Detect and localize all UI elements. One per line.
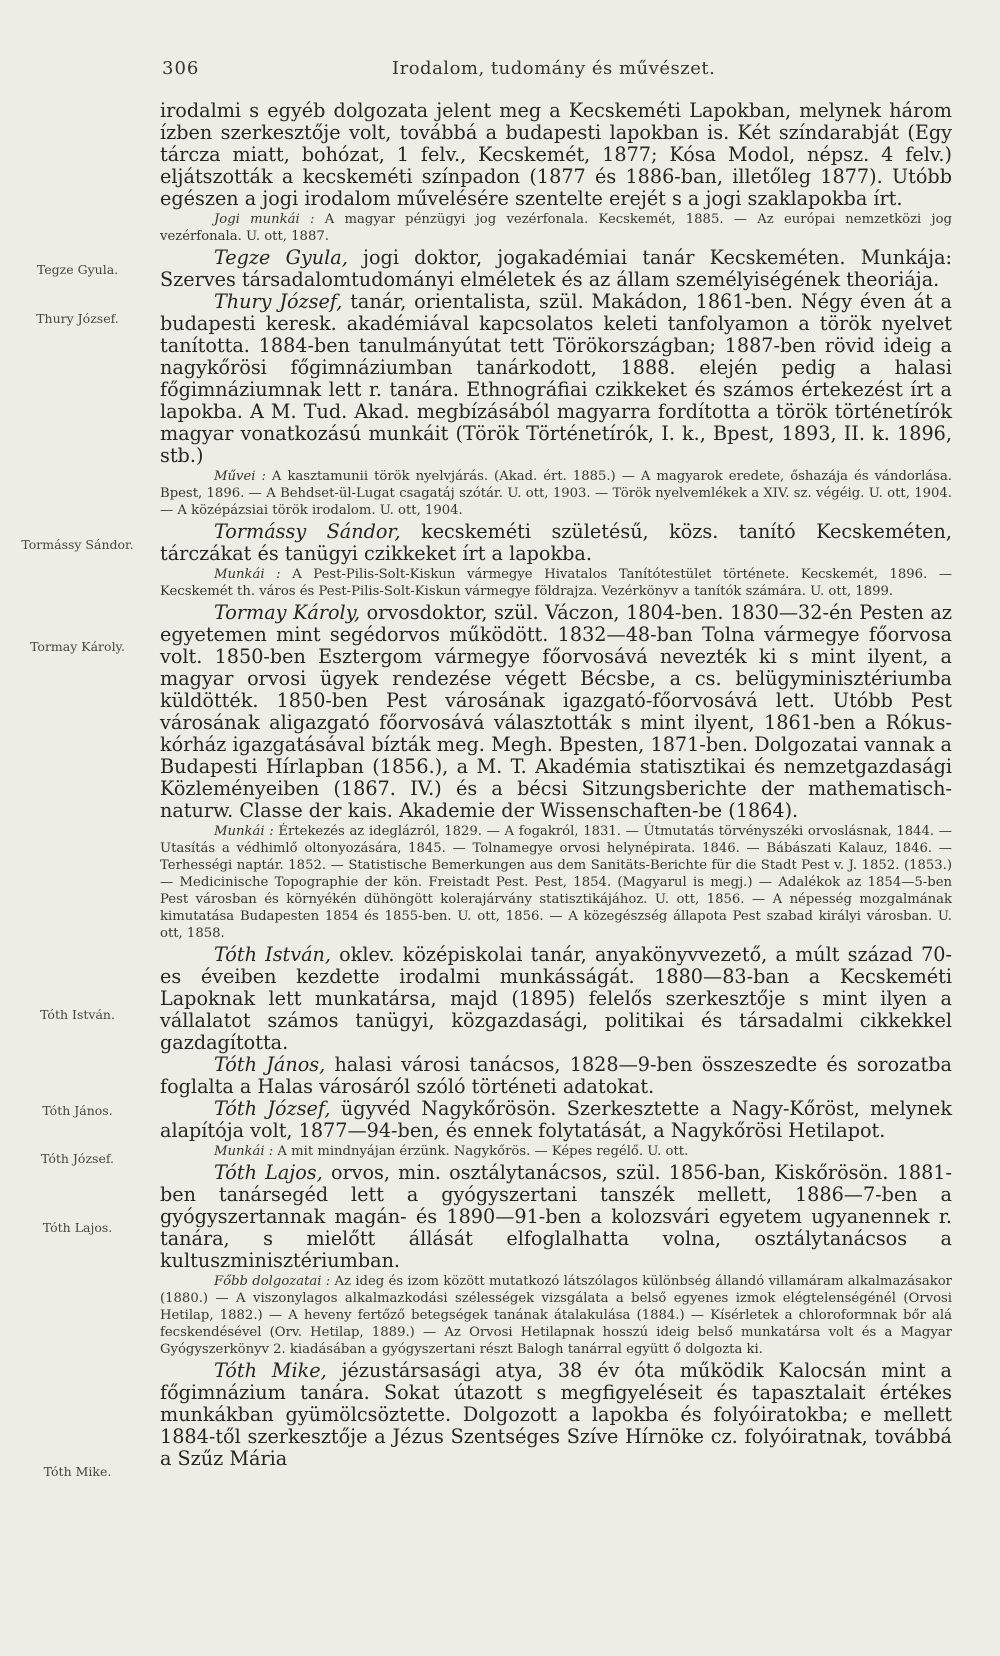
margin-note-toth-janos: Tóth János. xyxy=(42,1103,113,1118)
entry-name: Tóth József, xyxy=(214,1097,331,1120)
entry-toth-istvan: Tóth István, oklev. középiskolai tanár, anyakönyvvezető, a múlt század 70-es éveiben kezdette irodalmi munkásságát. 1880—83-ban a Kecskeméti Lapoknak lett munkatársa, majd (1895) felelős szerkesztője s mint ilyen a vállalatot számos tanügyi, közgazdasági, politikai és társadalmi cikkekkel gazdagította. xyxy=(160,943,952,1054)
entry-name: Tormássy Sándor, xyxy=(214,520,401,543)
margin-note-toth-mike: Tóth Mike. xyxy=(43,1464,112,1479)
intro-note: Jogi munkái : A magyar pénzügyi jog vezérfonala. Kecskemét, 1885. — Az európai nemzetközi jog vezérfonala. U. ott, 1887. xyxy=(160,212,952,244)
entry-toth-lajos: Tóth Lajos, orvos, min. osztálytanácsos, szül. 1856-ban, Kiskőrösön. 1881-ben tanársegéd lett a gyógyszertani tanszék mellett, 1886—7-ben a gyógyszertannak magán- és 1890—91-ben a kolozsvári egyetem ugyanennek r. tanára, s mielőtt állását elfoglalhatta volna, osztálytanácsos a kultuszminisztériumban. xyxy=(160,1161,952,1272)
margin-note-tormassy: Tormássy Sándor. xyxy=(21,537,134,552)
toth-jozsef-note: Munkái : A mit mindnyájan érzünk. Nagykőrös. — Képes regélő. U. ott. xyxy=(214,1144,689,1159)
entry-toth-mike: Tóth Mike, jézustársasági atya, 38 év óta működik Kalocsán mint a főgimnázium tanára. Sokat útazott s megfigyeléseit és tapasztalait értékes munkákban gyümölcsöztette. Dolgozott a lapokba és folyóiratokba; e mellett 1884-től szerkesztője a Jézus Szentséges Szíve Hírnöke cz. folyóiratnak, továbbá a Szűz Mária xyxy=(160,1359,952,1470)
margin-note-toth-jozsef: Tóth József. xyxy=(40,1151,115,1166)
tormay-note: Munkái : Értekezés az ideglázról, 1829. — A fogakról, 1831. — Útmutatás törvényszéki orvoslásnak, 1844. — Utasítás a védhimlő oltonyozására, 1845. — Tolnamegye orvosi helynépirata. 1846. — Bábászati Kalauz, 1846. — Terhességi naptár. 1852. — Statistische Bemerkungen aus dem Sanitäts-Berichte für die Stadt Pest v. J. 1852. (1853.) — Medicinische Topographie der kön. Freistadt Pest. Pest, 1854. (Magyarul is megj.) — Adalékok az 1854—5-ben Pest városban és környékén dühöngött kolerajárvány statisztikájához. U. ott, 1856. — A népesség mozgalmának kimutatása Budapesten 1854 és 1855-ben. U. ott, 1856. — A közegészség állapota Pest szabad királyi városban. U. ott, 1858. xyxy=(160,824,952,941)
entry-toth-jozsef: Tóth József, ügyvéd Nagykőrösön. Szerkesztette a Nagy-Kőröst, melynek alapítója volt, 1877—94-ben, és ennek folytatását, a Nagykőrösi Hetilapot. xyxy=(160,1097,952,1142)
page-header xyxy=(162,58,742,79)
entry-name: Thury József, xyxy=(214,290,343,313)
entry-tormay: Tormay Károly, orvosdoktor, szül. Váczon, 1804-ben. 1830—32-én Pesten az egyetemen mint segédorvos működött. 1832—48-ban Tolna vármegye főorvosa volt. 1850-ben Esztergom vármegye főorvosává nevezték ki s mint ilyent, a magyar orvosi ügyek rendezése végett Bécsbe, a cs. belügyminisztériumba küldötték. 1850-ben Pest városának igazgató-főorvosává lett. Utóbb Pest városának aligazgató főorvosává választották s mint ilyent, 1861-ben a Rókus-kórház igazgatásával bízták meg. Megh. Bpesten, 1871-ben. Dolgozatai vannak a Budapesti Hírlapban (1856.), a M. T. Akadémia statisztikai és nemzetgazdasági Közleményeiben (1867. IV.) és a bécsi Sitzungsberichte der mathematisch-naturw. Classe der kais. Akademie der Wissenschaften-be (1864). xyxy=(160,601,952,822)
entry-thury: Thury József, tanár, orientalista, szül. Makádon, 1861-ben. Négy éven át a budapesti keresk. akadémiával kapcsolatos keleti tanfolyamon a török nyelvet tanította. 1884-ben tanulmányútat tett Törökországban; 1887-ben rövid ideig a nagykőrösi főgimnáziumban tanárkodott, 1888. elején pedig a halasi főgimnáziumnak lett r. tanára. Ethnográfiai czikkeket és számos értekezést írt a lapokba. A M. Tud. Akad. megbízásából magyarra fordította a török történetírók magyar vonatkozású munkáit (Török Történetírók, I. k., Bpest, 1893, II. k. 1896, stb.) xyxy=(160,290,952,467)
entry-tormassy: Tormássy Sándor, kecskeméti születésű, közs. tanító Kecskeméten, tárczákat és tanügyi czikkeket írt a lapokba. xyxy=(160,520,952,565)
margin-note-tegze: Tegze Gyula. xyxy=(36,262,119,277)
entry-name: Tóth István, xyxy=(214,943,331,966)
entry-name: Tóth Mike, xyxy=(214,1359,327,1382)
entry-name: Tóth Lajos, xyxy=(214,1161,323,1184)
running-title: Irodalom, tudomány és művészet. xyxy=(392,58,716,79)
tormassy-note: Munkái : A Pest-Pilis-Solt-Kiskun vármegye Hivatalos Tanítótestület története. Kecskemét, 1896. — Kecskemét th. város és Pest-Pilis-Solt-Kiskun vármegye földrajza. Vezérkönyv a tanítók számára. U. ott, 1899. xyxy=(160,567,953,599)
toth-lajos-note: Főbb dolgozatai : Az ideg és izom között mutatkozó látszólagos különbség állandó villamáram alkalmazásakor (1880.) — A viszonylagos alkalmazkodási szélességek vizsgálata a belső egyenes izmok elégtelenségénél (Orvosi Hetilap, 1882.) — A heveny fertőző betegségek tanának átalakulása (1884.) — Kísérletek a chloroformnak bőr alá fecskendésével (Orv. Hetilap, 1889.) — Az Orvosi Hetilapnak hosszú ideig belső munkatársa volt és a Magyar Gyógyszerkönyv 2. kiadásában a gyógyszertani részt Balogh tanárral együtt ő dolgozta ki. xyxy=(160,1274,952,1357)
intro-paragraph: irodalmi s egyéb dolgozata jelent meg a Kecskeméti Lapokban, melynek három ízben szerkesztője volt, továbbá a budapesti lapokban is. Két színdarabját (Egy tárcza miatt, bohózat, 1 felv., Kecskemét, 1877; Kósa Modol, népsz. 4 felv.) eljátszották a kecskeméti színpadon (1877 és 1886-ban, illetőleg 1877). Utóbb egészen a jogi irodalom művelésére szentelte erejét s a jogi szaklapokba írt. xyxy=(160,99,952,210)
thury-note: Művei : A kasztamunii török nyelvjárás. (Akad. ért. 1885.) — A magyarok eredete, őshazája és vándorlása. Bpest, 1896. — A Behdset-ül-Lugat csagatáj szótár. U. ott, 1903. — Török nyelvemlékek a XIV. sz. végéig. U. ott, 1904. — A középázsiai török irodalom. U. ott, 1904. xyxy=(160,469,952,518)
margin-note-toth-lajos: Tóth Lajos. xyxy=(42,1220,113,1235)
entry-name: Tormay Károly, xyxy=(214,601,361,624)
entry-tegze: Tegze Gyula, jogi doktor, jogakadémiai tanár Kecskeméten. Munkája: Szerves társadalomtudományi elméletek és az állam személyiségének theoriája. xyxy=(160,246,952,291)
entry-toth-janos: Tóth János, halasi városi tanácsos, 1828—9-ben összeszedte és sorozatba foglalta a Halas városáról szóló történeti adatokat. xyxy=(160,1053,952,1098)
margin-note-thury: Thury József. xyxy=(36,311,119,326)
margin-note-tormay: Tormay Károly. xyxy=(30,639,125,654)
page-body xyxy=(160,100,952,1470)
page-number: 306 xyxy=(162,58,200,79)
margin-note-toth-istvan: Tóth István. xyxy=(40,1007,115,1022)
entry-name: Tegze Gyula, xyxy=(214,246,348,269)
entry-name: Tóth János, xyxy=(214,1053,326,1076)
